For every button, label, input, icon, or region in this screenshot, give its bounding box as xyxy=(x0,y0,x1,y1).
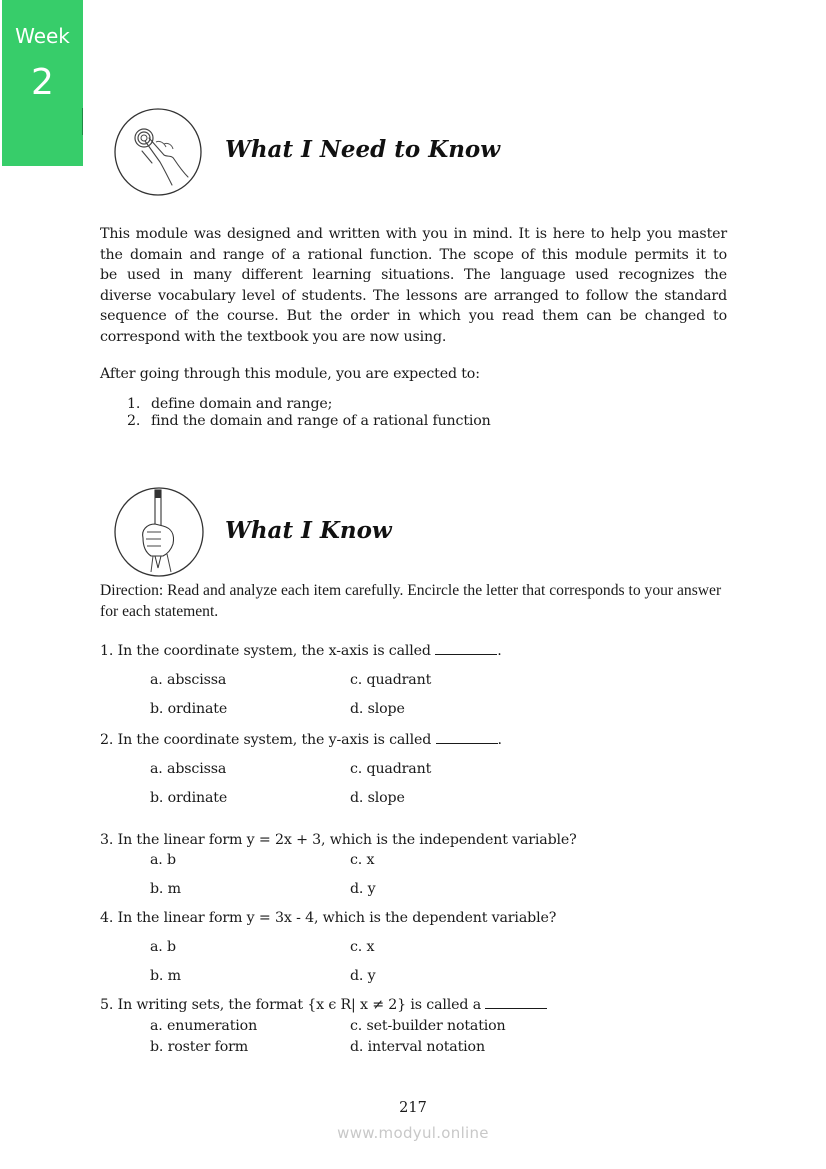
choice-a[interactable]: a. abscissa xyxy=(150,761,227,777)
choice-c[interactable]: c. x xyxy=(350,939,375,955)
objective-number: 2. xyxy=(127,413,141,429)
question-1 xyxy=(100,643,502,659)
question-number: 1. xyxy=(100,643,114,659)
choice-d[interactable]: d. slope xyxy=(350,790,405,806)
expectation-text: After going through this module, you are expected to: xyxy=(100,366,480,382)
section-title-what-i-know: What I Know xyxy=(225,517,392,544)
week-tab xyxy=(2,0,83,166)
choice-d[interactable]: d. slope xyxy=(350,701,405,717)
question-suffix: . xyxy=(497,732,502,748)
week-number: 2 xyxy=(31,62,54,103)
question-number: 2. xyxy=(100,732,114,748)
week-tab-edge xyxy=(82,108,83,135)
question-4 xyxy=(100,910,556,926)
section-title-need-to-know: What I Need to Know xyxy=(225,136,501,163)
choice-b[interactable]: b. ordinate xyxy=(150,701,228,717)
week-label: Week xyxy=(15,24,70,48)
answer-blank xyxy=(436,732,498,744)
choice-b[interactable]: b. ordinate xyxy=(150,790,228,806)
choice-d[interactable]: d. y xyxy=(350,968,376,984)
intro-line: be used in many different learning situations. The language used recognizes the xyxy=(100,267,727,284)
intro-line: sequence of the course. But the order in which you read them can be changed to xyxy=(100,308,727,325)
hand-touch-icon xyxy=(112,107,204,199)
choice-c[interactable]: c. quadrant xyxy=(350,761,432,777)
choice-c[interactable]: c. quadrant xyxy=(350,672,432,688)
intro-line: correspond with the textbook you are now using. xyxy=(100,328,447,345)
question-number: 3. xyxy=(100,832,114,848)
choice-d[interactable]: d. interval notation xyxy=(350,1039,485,1055)
choice-c[interactable]: c. set-builder notation xyxy=(350,1018,506,1034)
objective-text: find the domain and range of a rational function xyxy=(151,413,491,429)
choice-d[interactable]: d. y xyxy=(350,881,376,897)
question-text: In writing sets, the format {x ϵ R| x ≠ 2} is called a xyxy=(117,997,482,1013)
question-2 xyxy=(100,732,502,748)
intro-paragraph xyxy=(100,224,727,348)
question-text: In the linear form y = 3x - 4, which is the dependent variable? xyxy=(117,910,557,926)
choice-a[interactable]: a. abscissa xyxy=(150,672,227,688)
intro-line: the domain and range of a rational function. The scope of this module permits it to xyxy=(100,246,727,263)
choice-b[interactable]: b. roster form xyxy=(150,1039,249,1055)
objective-number: 1. xyxy=(127,396,141,412)
choice-a[interactable]: a. b xyxy=(150,939,176,955)
answer-blank xyxy=(485,997,547,1009)
question-text: In the linear form y = 2x + 3, which is the independent variable? xyxy=(117,832,577,848)
choice-a[interactable]: a. enumeration xyxy=(150,1018,258,1034)
choice-b[interactable]: b. m xyxy=(150,881,181,897)
question-text: In the coordinate system, the y-axis is called xyxy=(117,732,432,748)
direction-text: Direction: Read and analyze each item carefully. Encircle the letter that corresponds to your answer for each statement. xyxy=(100,582,722,620)
question-3 xyxy=(100,832,577,848)
answer-blank xyxy=(435,643,497,655)
objective-text: define domain and range; xyxy=(151,396,333,412)
question-number: 4. xyxy=(100,910,114,926)
watermark: www.modyul.online xyxy=(337,1124,489,1142)
page-number: 217 xyxy=(399,1100,427,1116)
intro-line: diverse vocabulary level of students. The lessons are arranged to follow the standard xyxy=(100,287,727,304)
choice-b[interactable]: b. m xyxy=(150,968,181,984)
question-text: In the coordinate system, the x-axis is called xyxy=(117,643,431,659)
hand-pencil-icon xyxy=(113,486,205,578)
choice-a[interactable]: a. b xyxy=(150,852,176,868)
objective-item xyxy=(127,396,332,412)
question-5 xyxy=(100,997,547,1013)
objective-item xyxy=(127,413,491,429)
question-number: 5. xyxy=(100,997,114,1013)
question-suffix: . xyxy=(497,643,502,659)
intro-line: This module was designed and written with you in mind. It is here to help you master xyxy=(100,226,727,242)
choice-c[interactable]: c. x xyxy=(350,852,375,868)
